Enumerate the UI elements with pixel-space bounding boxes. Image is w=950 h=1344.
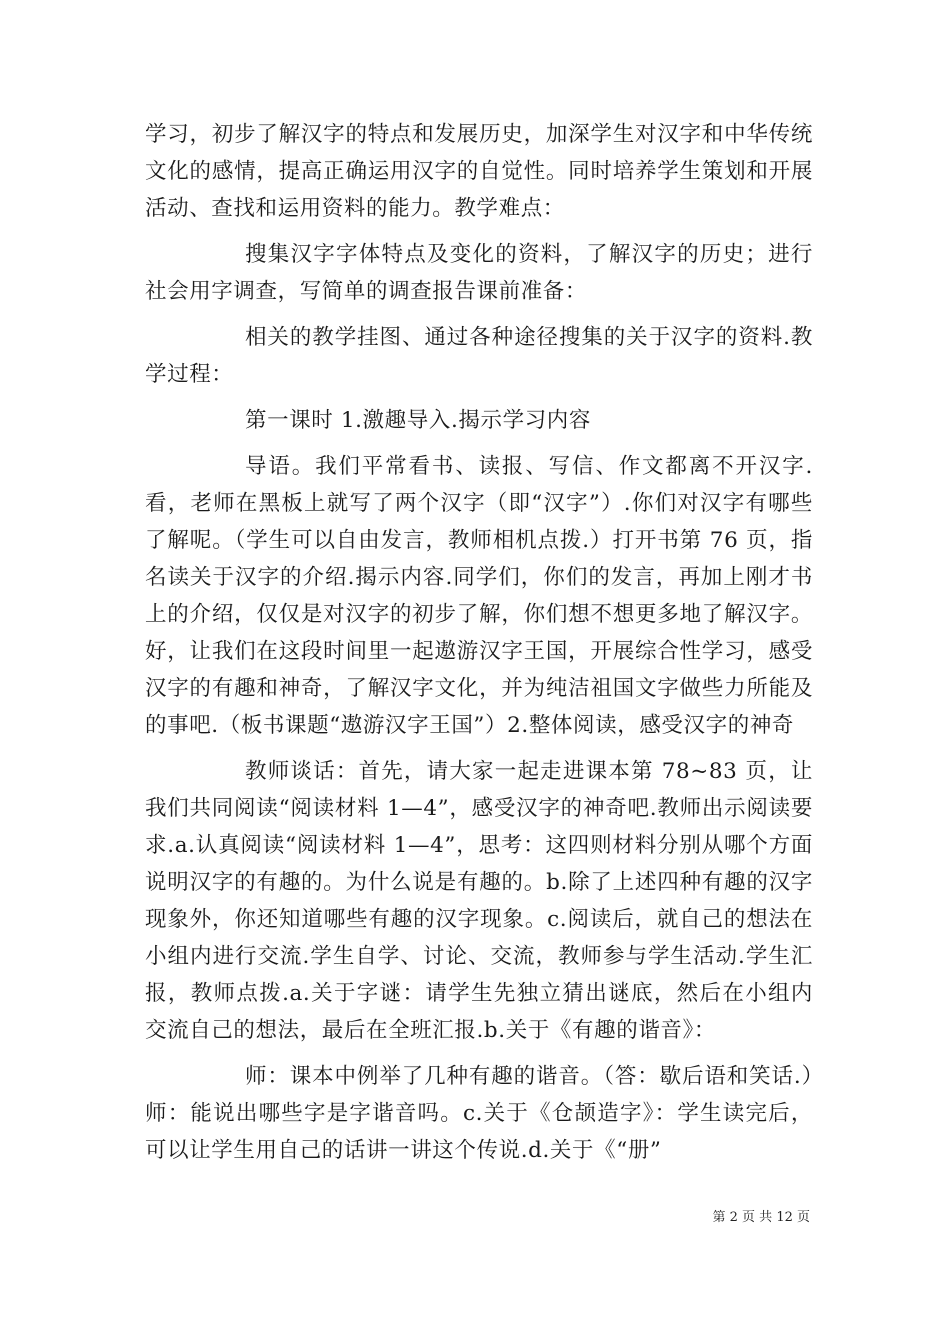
paragraph-4: 第一课时 1.激趣导入.揭示学习内容 — [245, 408, 591, 433]
document-body — [145, 116, 813, 1178]
paragraph-2: 搜集汉字字体特点及变化的资料，了解汉字的历史；进行社会用字调查，写简单的调查报告课前准备： — [145, 242, 813, 304]
paragraph-5: 导语。我们平常看书、读报、写信、作文都离不开汉字.看，老师在黑板上就写了两个汉字（即“汉字”）.你们对汉字有哪些了解呢。（学生可以自由发言，教师相机点拨.）打开书第 76 页，指名读关于汉字的介绍.揭示内容.同学们，你们的发言，再加上刚才书上的介绍，仅仅是对汉字的初步了解，你们想不想更多地了解汉字。好，让我们在这段时间里一起遨游汉字王国，开展综合性学习，感受汉字的有趣和神奇，了解汉字文化，并为纯洁祖国文字做些力所能及的事吧.（板书课题“遨游汉字王国”）2.整体阅读，感受汉字的神奇 — [145, 454, 813, 738]
paragraph-1: 学习，初步了解汉字的特点和发展历史，加深学生对汉字和中华传统文化的感情，提高正确运用汉字的自觉性。同时培养学生策划和开展活动、查找和运用资料的能力。教学难点： — [145, 122, 813, 221]
paragraph-6: 教师谈话：首先，请大家一起走进课本第 78~83 页，让我们共同阅读“阅读材料 1—4”，感受汉字的神奇吧.教师出示阅读要求.a.认真阅读“阅读材料 1—4”，思考：这四则材料分别从哪个方面说明汉字的有趣的。为什么说是有趣的。b.除了上述四种有趣的汉字现象外，你还知道哪些有趣的汉字现象。c.阅读后，就自己的想法在小组内进行交流.学生自学、讨论、交流，教师参与学生活动.学生汇报，教师点拨.a.关于字谜：请学生先独立猜出谜底，然后在小组内交流自己的想法，最后在全班汇报.b.关于《有趣的谐音》： — [145, 759, 813, 1043]
paragraph-3: 相关的教学挂图、通过各种途径搜集的关于汉字的资料.教学过程： — [145, 325, 813, 387]
page-number-footer: 第 2 页 共 12 页 — [712, 1210, 810, 1225]
paragraph-7: 师：课本中例举了几种有趣的谐音。（答：歇后语和笑话.）师：能说出哪些字是字谐音吗。c.关于《仓颉造字》：学生读完后，可以让学生用自己的话讲一讲这个传说.d.关于《“册” — [145, 1064, 813, 1163]
